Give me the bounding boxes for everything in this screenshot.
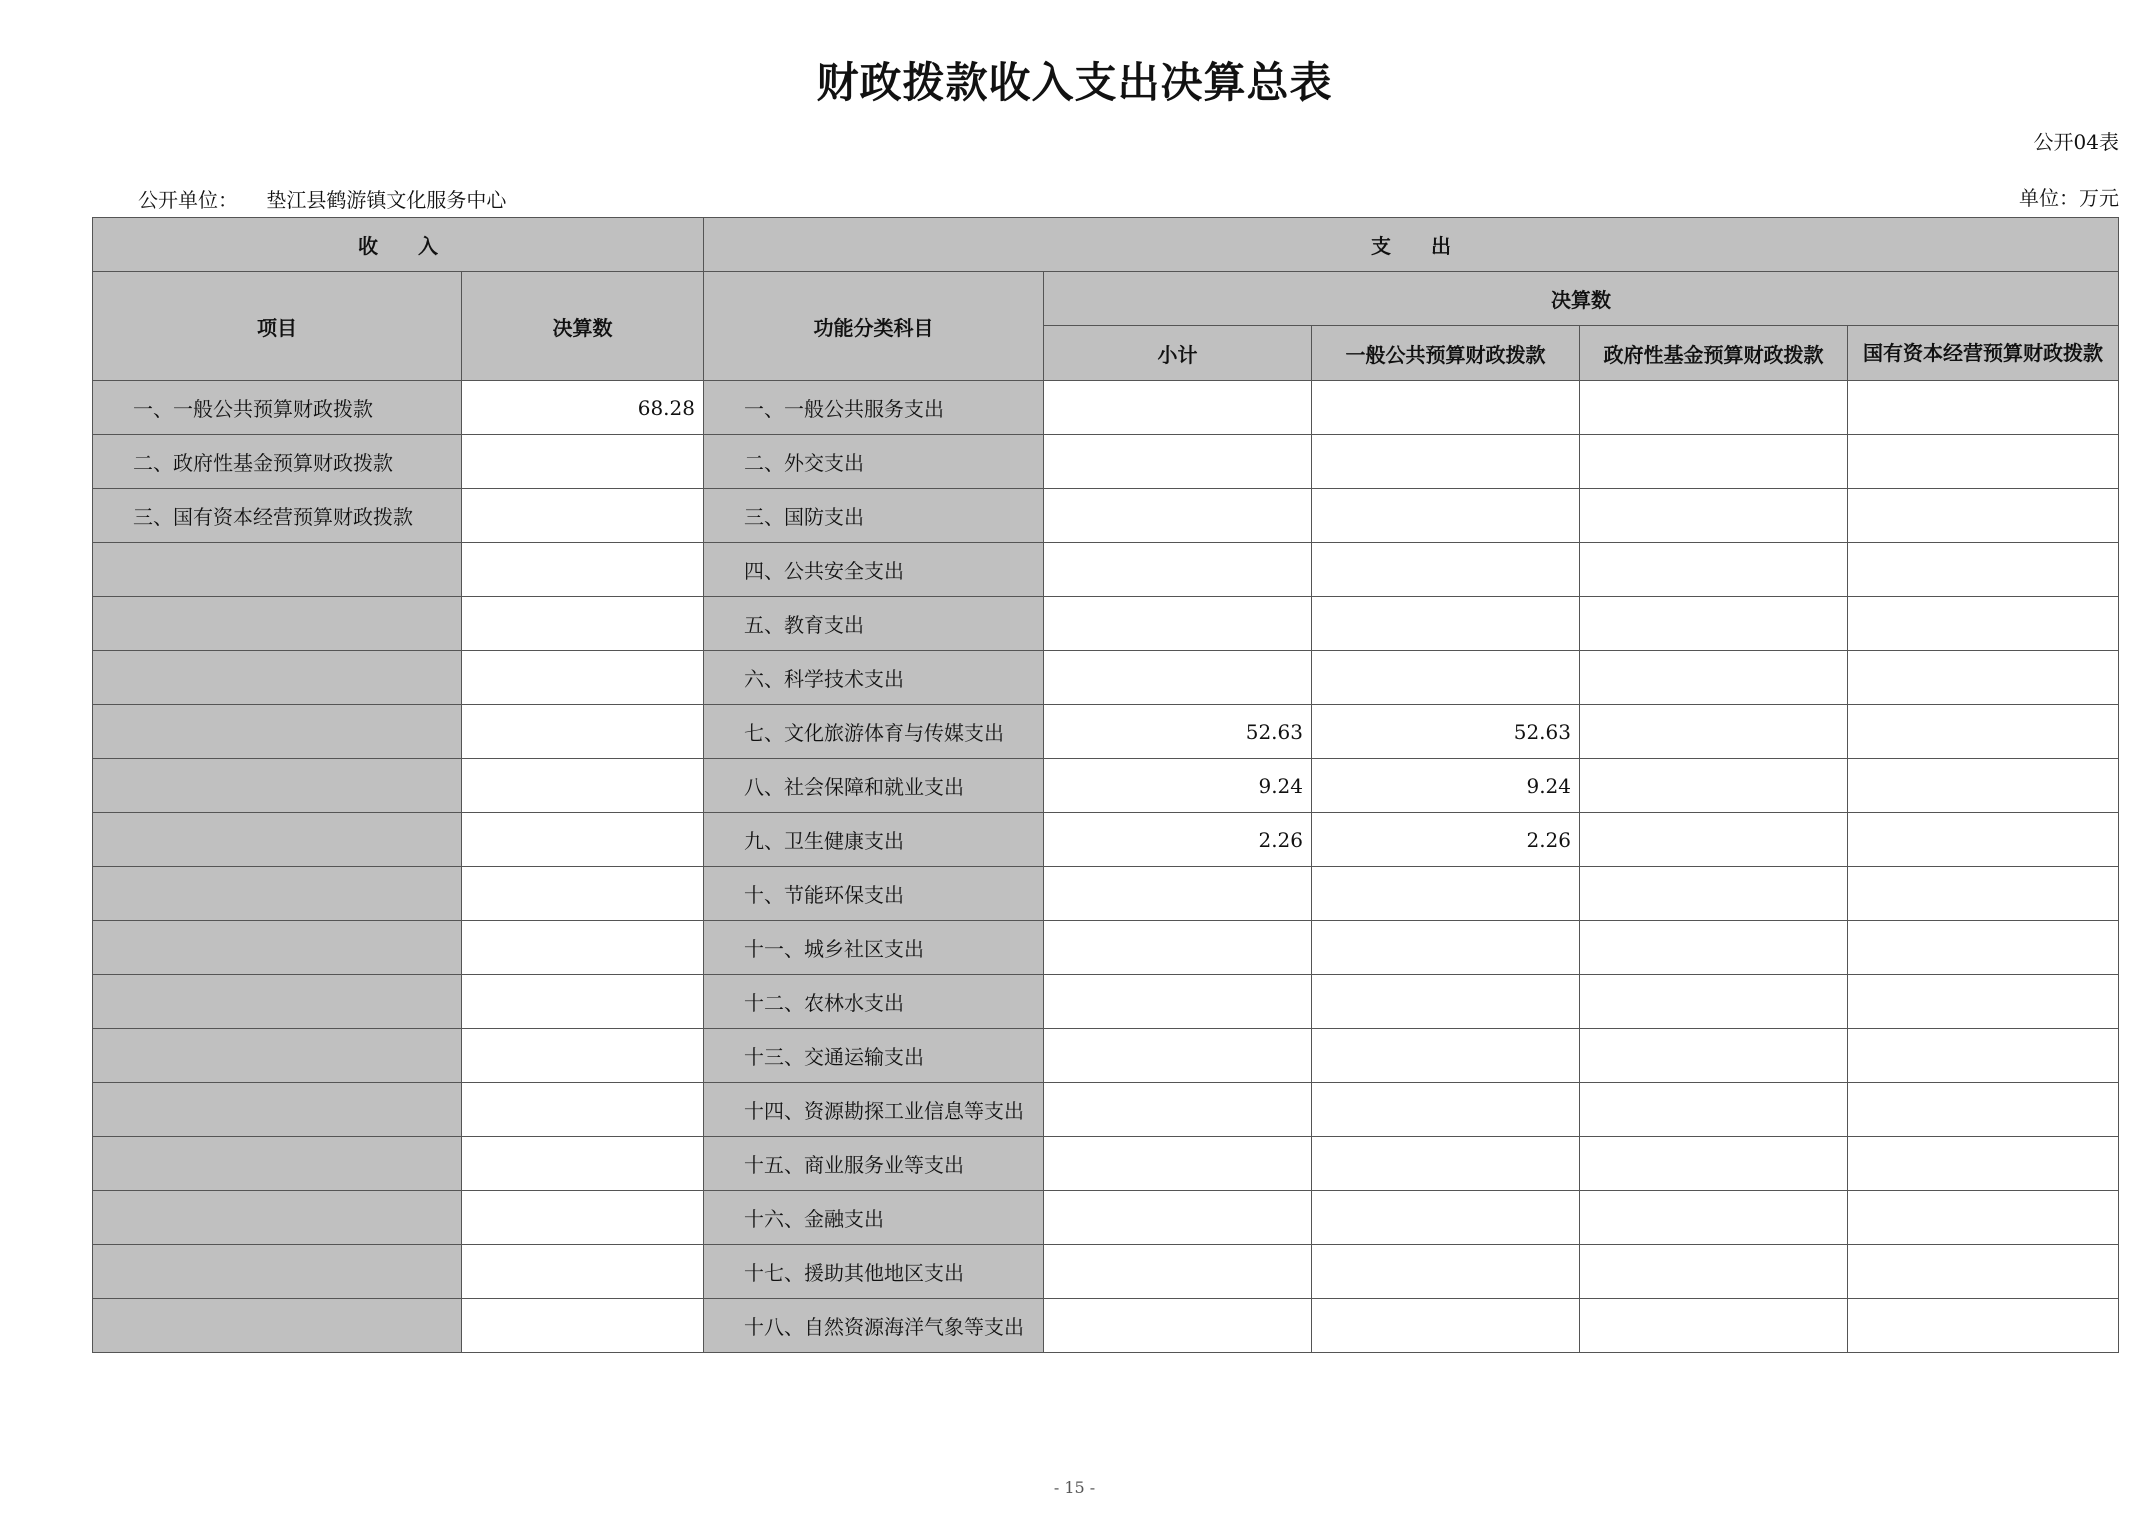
item-header: 项目 <box>93 272 462 381</box>
state-capital-cell <box>1848 813 2119 867</box>
income-amount-cell: 68.28 <box>462 381 704 435</box>
table-row <box>93 597 2119 651</box>
table-row <box>93 543 2119 597</box>
general-public-cell <box>1312 1029 1580 1083</box>
income-item-cell: 一、一般公共预算财政拨款 <box>93 381 462 435</box>
general-public-cell <box>1312 1083 1580 1137</box>
income-item-cell <box>93 759 462 813</box>
subtotal-cell <box>1044 489 1312 543</box>
income-amount-cell <box>462 1245 704 1299</box>
state-capital-cell <box>1848 489 2119 543</box>
page-title: 财政拨款收入支出决算总表 <box>816 58 1333 107</box>
budget-table <box>92 217 2119 1353</box>
general-public-cell: 2.26 <box>1312 813 1580 867</box>
general-public-cell: 9.24 <box>1312 759 1580 813</box>
form-number: 公开04表 <box>2033 130 2119 154</box>
subtotal-cell: 2.26 <box>1044 813 1312 867</box>
gov-fund-cell <box>1580 759 1848 813</box>
subtotal-cell <box>1044 921 1312 975</box>
state-capital-header: 国有资本经营预算财政拨款 <box>1848 326 2119 381</box>
subtotal-cell <box>1044 1137 1312 1191</box>
func-category-header: 功能分类科目 <box>704 272 1044 381</box>
expense-item-cell: 十四、资源勘探工业信息等支出 <box>704 1083 1044 1137</box>
income-amount-cell <box>462 921 704 975</box>
general-public-cell <box>1312 489 1580 543</box>
expense-item-cell: 一、一般公共服务支出 <box>704 381 1044 435</box>
table-row <box>93 1245 2119 1299</box>
subtotal-cell <box>1044 381 1312 435</box>
state-capital-cell <box>1848 975 2119 1029</box>
state-capital-cell <box>1848 651 2119 705</box>
gov-fund-cell <box>1580 867 1848 921</box>
subtotal-cell <box>1044 1191 1312 1245</box>
income-item-cell <box>93 867 462 921</box>
state-capital-cell <box>1848 1299 2119 1353</box>
state-capital-cell <box>1848 921 2119 975</box>
income-amount-cell <box>462 435 704 489</box>
general-public-header: 一般公共预算财政拨款 <box>1312 326 1580 381</box>
gov-fund-cell <box>1580 975 1848 1029</box>
table-row <box>93 1299 2119 1353</box>
gov-fund-cell <box>1580 1083 1848 1137</box>
gov-fund-cell <box>1580 381 1848 435</box>
gov-fund-cell <box>1580 489 1848 543</box>
gov-fund-cell <box>1580 435 1848 489</box>
table-row <box>93 813 2119 867</box>
table-row <box>93 759 2119 813</box>
final-amount-header: 决算数 <box>1044 272 2119 326</box>
gov-fund-cell <box>1580 651 1848 705</box>
expense-item-cell: 三、国防支出 <box>704 489 1044 543</box>
income-item-cell: 二、政府性基金预算财政拨款 <box>93 435 462 489</box>
general-public-cell <box>1312 975 1580 1029</box>
income-item-cell <box>93 543 462 597</box>
state-capital-cell <box>1848 1137 2119 1191</box>
income-item-cell <box>93 651 462 705</box>
income-item-cell <box>93 1083 462 1137</box>
table-row <box>93 1083 2119 1137</box>
subtotal-cell <box>1044 435 1312 489</box>
subtotal-header: 小计 <box>1044 326 1312 381</box>
general-public-cell <box>1312 435 1580 489</box>
state-capital-cell <box>1848 1029 2119 1083</box>
general-public-cell <box>1312 597 1580 651</box>
general-public-cell <box>1312 921 1580 975</box>
income-amount-cell <box>462 1137 704 1191</box>
income-amount-cell <box>462 1083 704 1137</box>
expense-item-cell: 九、卫生健康支出 <box>704 813 1044 867</box>
income-item-cell: 三、国有资本经营预算财政拨款 <box>93 489 462 543</box>
table-row <box>93 921 2119 975</box>
gov-fund-cell <box>1580 1299 1848 1353</box>
state-capital-cell <box>1848 543 2119 597</box>
expense-item-cell: 十二、农林水支出 <box>704 975 1044 1029</box>
unit-name: 垫江县鹤游镇文化服务中心 <box>266 188 507 212</box>
gov-fund-cell <box>1580 1245 1848 1299</box>
expense-item-cell: 七、文化旅游体育与传媒支出 <box>704 705 1044 759</box>
subtotal-cell: 9.24 <box>1044 759 1312 813</box>
income-amount-cell <box>462 597 704 651</box>
expense-item-cell: 六、科学技术支出 <box>704 651 1044 705</box>
income-item-cell <box>93 975 462 1029</box>
subtotal-cell <box>1044 1083 1312 1137</box>
general-public-cell <box>1312 1191 1580 1245</box>
general-public-cell <box>1312 1137 1580 1191</box>
table-row <box>93 1137 2119 1191</box>
general-public-cell <box>1312 867 1580 921</box>
expense-item-cell: 十五、商业服务业等支出 <box>704 1137 1044 1191</box>
general-public-cell <box>1312 543 1580 597</box>
income-amount-cell <box>462 705 704 759</box>
income-item-cell <box>93 597 462 651</box>
state-capital-cell <box>1848 1083 2119 1137</box>
subtotal-cell <box>1044 1299 1312 1353</box>
income-amount-cell <box>462 1299 704 1353</box>
gov-fund-cell <box>1580 1191 1848 1245</box>
state-capital-cell <box>1848 435 2119 489</box>
expense-header: 支 出 <box>704 218 2119 272</box>
state-capital-cell <box>1848 1245 2119 1299</box>
table-row <box>93 975 2119 1029</box>
income-item-cell <box>93 813 462 867</box>
expense-item-cell: 二、外交支出 <box>704 435 1044 489</box>
table-row <box>93 1029 2119 1083</box>
gov-fund-cell <box>1580 543 1848 597</box>
state-capital-cell <box>1848 867 2119 921</box>
gov-fund-cell <box>1580 597 1848 651</box>
general-public-cell <box>1312 1245 1580 1299</box>
income-item-cell <box>93 705 462 759</box>
table-row <box>93 651 2119 705</box>
income-amount-cell <box>462 975 704 1029</box>
gov-fund-cell <box>1580 921 1848 975</box>
expense-item-cell: 十七、援助其他地区支出 <box>704 1245 1044 1299</box>
expense-item-cell: 五、教育支出 <box>704 597 1044 651</box>
income-item-cell <box>93 1299 462 1353</box>
income-header: 收 入 <box>93 218 704 272</box>
income-item-cell <box>93 1245 462 1299</box>
income-amount-cell <box>462 759 704 813</box>
state-capital-cell <box>1848 705 2119 759</box>
general-public-cell <box>1312 381 1580 435</box>
expense-item-cell: 十六、金融支出 <box>704 1191 1044 1245</box>
income-amount-cell <box>462 1029 704 1083</box>
subtotal-cell <box>1044 867 1312 921</box>
state-capital-cell <box>1848 1191 2119 1245</box>
table-row <box>93 705 2119 759</box>
subtotal-cell <box>1044 651 1312 705</box>
table-row <box>93 489 2119 543</box>
state-capital-cell <box>1848 759 2119 813</box>
gov-fund-header: 政府性基金预算财政拨款 <box>1580 326 1848 381</box>
income-amount-header: 决算数 <box>462 272 704 381</box>
money-unit: 单位：万元 <box>2019 186 2119 210</box>
income-item-cell <box>93 921 462 975</box>
subtotal-cell: 52.63 <box>1044 705 1312 759</box>
reporting-unit <box>138 184 506 213</box>
table-row <box>93 1191 2119 1245</box>
gov-fund-cell <box>1580 1029 1848 1083</box>
gov-fund-cell <box>1580 705 1848 759</box>
expense-item-cell: 十、节能环保支出 <box>704 867 1044 921</box>
income-item-cell <box>93 1191 462 1245</box>
income-amount-cell <box>462 867 704 921</box>
expense-item-cell: 四、公共安全支出 <box>704 543 1044 597</box>
unit-label: 公开单位： <box>138 188 238 212</box>
general-public-cell <box>1312 651 1580 705</box>
income-amount-cell <box>462 543 704 597</box>
expense-item-cell: 十八、自然资源海洋气象等支出 <box>704 1299 1044 1353</box>
table-row <box>93 867 2119 921</box>
table-body <box>93 381 2119 1353</box>
page-number: - 15 - <box>1053 1478 1096 1497</box>
gov-fund-cell <box>1580 813 1848 867</box>
subtotal-cell <box>1044 1245 1312 1299</box>
expense-item-cell: 十一、城乡社区支出 <box>704 921 1044 975</box>
income-amount-cell <box>462 1191 704 1245</box>
subtotal-cell <box>1044 975 1312 1029</box>
expense-item-cell: 十三、交通运输支出 <box>704 1029 1044 1083</box>
subtotal-cell <box>1044 543 1312 597</box>
income-amount-cell <box>462 813 704 867</box>
income-item-cell <box>93 1137 462 1191</box>
income-amount-cell <box>462 651 704 705</box>
state-capital-cell <box>1848 381 2119 435</box>
gov-fund-cell <box>1580 1137 1848 1191</box>
subtotal-cell <box>1044 1029 1312 1083</box>
state-capital-cell <box>1848 597 2119 651</box>
income-item-cell <box>93 1029 462 1083</box>
table-row <box>93 381 2119 435</box>
table-row <box>93 435 2119 489</box>
income-amount-cell <box>462 489 704 543</box>
general-public-cell: 52.63 <box>1312 705 1580 759</box>
subtotal-cell <box>1044 597 1312 651</box>
expense-item-cell: 八、社会保障和就业支出 <box>704 759 1044 813</box>
general-public-cell <box>1312 1299 1580 1353</box>
